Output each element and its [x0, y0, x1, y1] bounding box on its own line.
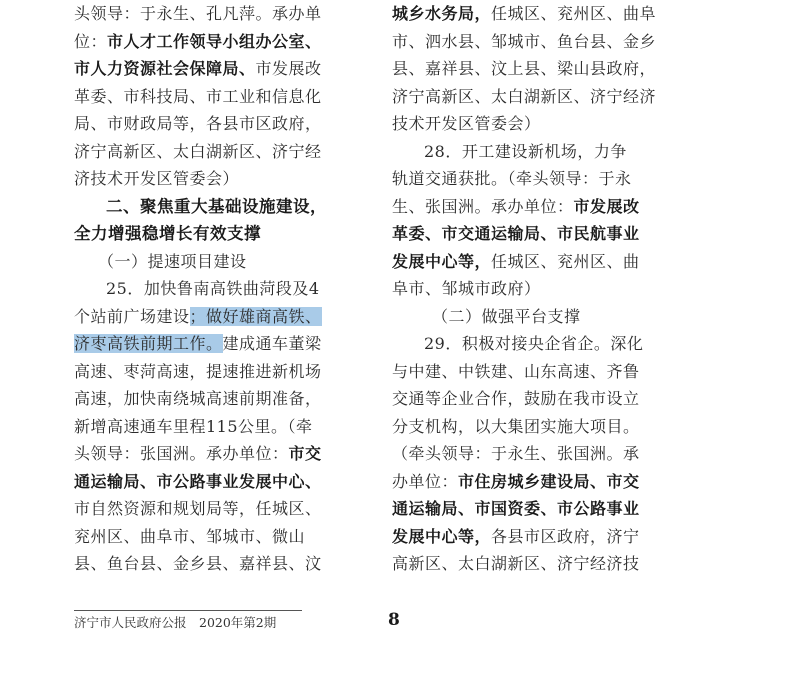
- text-line: 与中建、中铁建、山东高速、齐鲁: [392, 361, 640, 381]
- text-span: 任城区、兖州区、曲: [491, 251, 640, 271]
- text-line: [74, 330, 380, 358]
- org-name-bold: 市交: [288, 444, 322, 463]
- text-line: （牵头领导：于永生、张国洲。承: [392, 444, 640, 463]
- page-number: 8: [388, 610, 400, 630]
- text-line: 济宁高新区、太白湖新区、济宁经: [74, 141, 322, 161]
- text-line: 通运输局、市国资委、市公路事业: [392, 499, 640, 518]
- text-span: 位：: [74, 31, 108, 51]
- text-line: [392, 248, 698, 276]
- highlighted-text[interactable]: 济枣高铁前期工作。: [74, 334, 223, 353]
- text-line: [74, 28, 380, 56]
- text-line: 轨道交通获批。（牵头领导：于永: [392, 169, 632, 188]
- text-line: 济宁高新区、太白湖新区、济宁经济: [392, 86, 657, 106]
- text-span: 生、张国洲。承办单位：: [392, 196, 574, 216]
- org-name-bold: 市发展改: [573, 196, 640, 216]
- org-name-bold: 市人力资源社会保障局、: [74, 59, 256, 78]
- text-line: 高速、枣菏高速，提速推进新机场: [74, 361, 322, 381]
- section-heading: 二、聚焦重大基础设施建设，: [106, 196, 327, 216]
- org-name-bold: 市住房城乡建设局、市交: [458, 471, 640, 491]
- text-line: [392, 193, 698, 221]
- text-span: 任城区、兖州区、曲阜: [491, 4, 657, 23]
- text-line: 通运输局、市公路事业发展中心、: [74, 471, 322, 491]
- publication-footer: 济宁市人民政府公报 2020年第2期: [74, 615, 277, 630]
- text-line: 29．积极对接央企省企。深化: [424, 334, 644, 353]
- text-line: [74, 55, 380, 83]
- text-line: 市自然资源和规划局等，任城区、: [74, 499, 322, 518]
- text-line: 28．开工建设新机场，力争: [424, 141, 627, 161]
- text-line: 高新区、太白湖新区、济宁经济技: [392, 554, 640, 573]
- text-line: 县、嘉祥县、汶上县、梁山县政府，: [392, 59, 657, 78]
- text-line: 分支机构，以大集团实施大项目。: [392, 416, 640, 436]
- org-name-bold: 发展中心等，: [392, 526, 492, 546]
- text-line: 济技术开发区管委会）: [74, 169, 240, 188]
- text-span: 头领导：于永生、孔凡萍。承办单: [74, 4, 322, 23]
- right-column: [392, 0, 698, 578]
- org-name-bold: 市人才工作领导小组办公室、: [107, 31, 322, 51]
- subsection-heading: （一）提速项目建设: [98, 251, 247, 271]
- text-span: 办单位：: [392, 471, 459, 491]
- text-line: 市、泗水县、邹城市、鱼台县、金乡: [392, 31, 657, 51]
- org-name-bold: 发展中心等，: [392, 251, 492, 271]
- text-line: 县、鱼台县、金乡县、嘉祥县、汶: [74, 554, 322, 573]
- text-line: 新增高速通车里程115公里。（牵: [74, 416, 313, 436]
- text-line: 革委、市科技局、市工业和信息化: [74, 86, 322, 106]
- text-line: 局、市财政局等，各县市区政府，: [74, 114, 322, 133]
- highlighted-text[interactable]: ；做好雄商高铁、: [189, 306, 322, 326]
- left-column: [74, 0, 380, 578]
- text-line: 高速，加快南绕城高速前期准备，: [74, 389, 322, 408]
- text-line: [74, 303, 380, 331]
- text-line: 兖州区、曲阜市、邹城市、微山: [74, 526, 306, 546]
- text-span: 建成通车董梁: [222, 334, 322, 353]
- text-span: 头领导：张国洲。承办单位：: [74, 444, 289, 463]
- text-line: 革委、市交通运输局、市民航事业: [392, 224, 640, 243]
- text-line: 技术开发区管委会）: [392, 114, 541, 133]
- footer-rule: [74, 610, 302, 611]
- text-span: 各县市区政府，济宁: [491, 526, 640, 546]
- text-span: 市发展改: [255, 59, 322, 78]
- text-span: 个站前广场建设: [74, 306, 190, 326]
- text-line: 25．加快鲁南高铁曲菏段及4: [106, 279, 320, 298]
- text-line: 交通等企业合作，鼓励在我市设立: [392, 389, 640, 408]
- org-name-bold: 城乡水务局，: [392, 4, 492, 23]
- text-line: [392, 0, 698, 28]
- text-line: [74, 440, 380, 468]
- text-line: 阜市、邹城市政府）: [392, 279, 541, 298]
- subsection-heading: （二）做强平台支撑: [432, 306, 581, 326]
- text-line: [392, 468, 698, 496]
- section-heading: 全力增强稳增长有效支撑: [74, 224, 261, 243]
- text-line: [74, 0, 380, 28]
- text-line: [392, 523, 698, 551]
